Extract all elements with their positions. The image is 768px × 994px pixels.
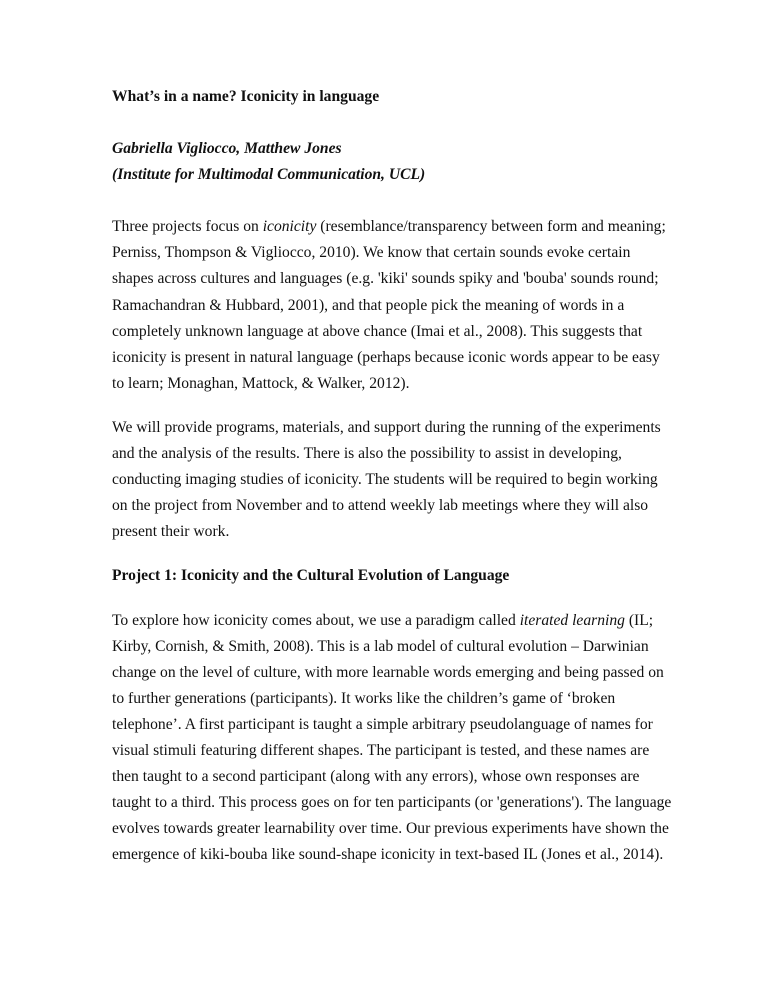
paragraph-line: We will provide programs, materials, and support during the running of the experiments [112, 418, 661, 436]
emphasis-term: iconicity [262, 218, 317, 236]
paragraph-line: to learn; Monaghan, Mattock, & Walker, 2012). [112, 374, 410, 392]
paragraph-line: To explore how iconicity comes about, we use a paradigm called iterated learning (IL; [112, 611, 654, 629]
paragraph-intro [112, 217, 672, 400]
paragraph-line: on the project from November and to attend weekly lab meetings where they will also [112, 497, 649, 515]
paragraph-line: present their work. [112, 523, 230, 541]
paragraph-line: completely unknown language at above chance (Imai et al., 2008). This suggests that [112, 322, 643, 340]
paragraph-line: iconicity is present in natural language (perhaps because iconic words appear to be easy [112, 348, 660, 366]
paragraph-line: change on the level of culture, with more learnable words emerging and being passed on [112, 663, 664, 681]
paragraph-line: Perniss, Thompson & Vigliocco, 2010). We know that certain sounds evoke certain [112, 244, 631, 262]
paragraph-line: then taught to a second participant (along with any errors), whose own responses are [112, 768, 640, 786]
paragraph-project-1 [112, 611, 672, 872]
paragraph-line: visual stimuli featuring different shapes. The participant is tested, and these names are [112, 741, 650, 759]
paragraph-line: conducting imaging studies of iconicity. The students will be required to begin working [112, 471, 658, 489]
paragraph-line: to further generations (participants). It works like the children’s game of ‘broken [112, 689, 616, 707]
section-heading: Project 1: Iconicity and the Cultural Evolution of Language [112, 567, 510, 585]
paragraph-line: taught to a third. This process goes on for ten participants (or 'generations'). The language [112, 794, 672, 812]
paragraph-line: Kirby, Cornish, & Smith, 2008). This is a lab model of cultural evolution – Darwinian [112, 637, 649, 655]
paragraph-line: Three projects focus on iconicity (resemblance/transparency between form and meaning; [112, 218, 666, 236]
paragraph-line: and the analysis of the results. There is also the possibility to assist in developing, [112, 445, 622, 463]
paragraph-support [112, 418, 672, 548]
paragraph-line: shapes across cultures and languages (e.g. 'kiki' sounds spiky and 'bouba' sounds round; [112, 270, 659, 288]
document-body [112, 87, 672, 871]
paragraph-line: emergence of kiki-bouba like sound-shape iconicity in text-based IL (Jones et al., 2014). [112, 846, 664, 864]
document-title: What’s in a name? Iconicity in language [112, 88, 380, 105]
author-affiliation: (Institute for Multimodal Communication, UCL) [112, 166, 426, 184]
paragraph-line: Ramachandran & Hubbard, 2001), and that people pick the meaning of words in a [112, 296, 625, 314]
paragraph-line: evolves towards greater learnability over time. Our previous experiments have shown the [112, 820, 669, 838]
author-names: Gabriella Vigliocco, Matthew Jones [112, 140, 342, 158]
emphasis-term: iterated learning [519, 611, 625, 629]
paragraph-line: telephone’. A first participant is taught a simple arbitrary pseudolanguage of names for [112, 715, 653, 733]
